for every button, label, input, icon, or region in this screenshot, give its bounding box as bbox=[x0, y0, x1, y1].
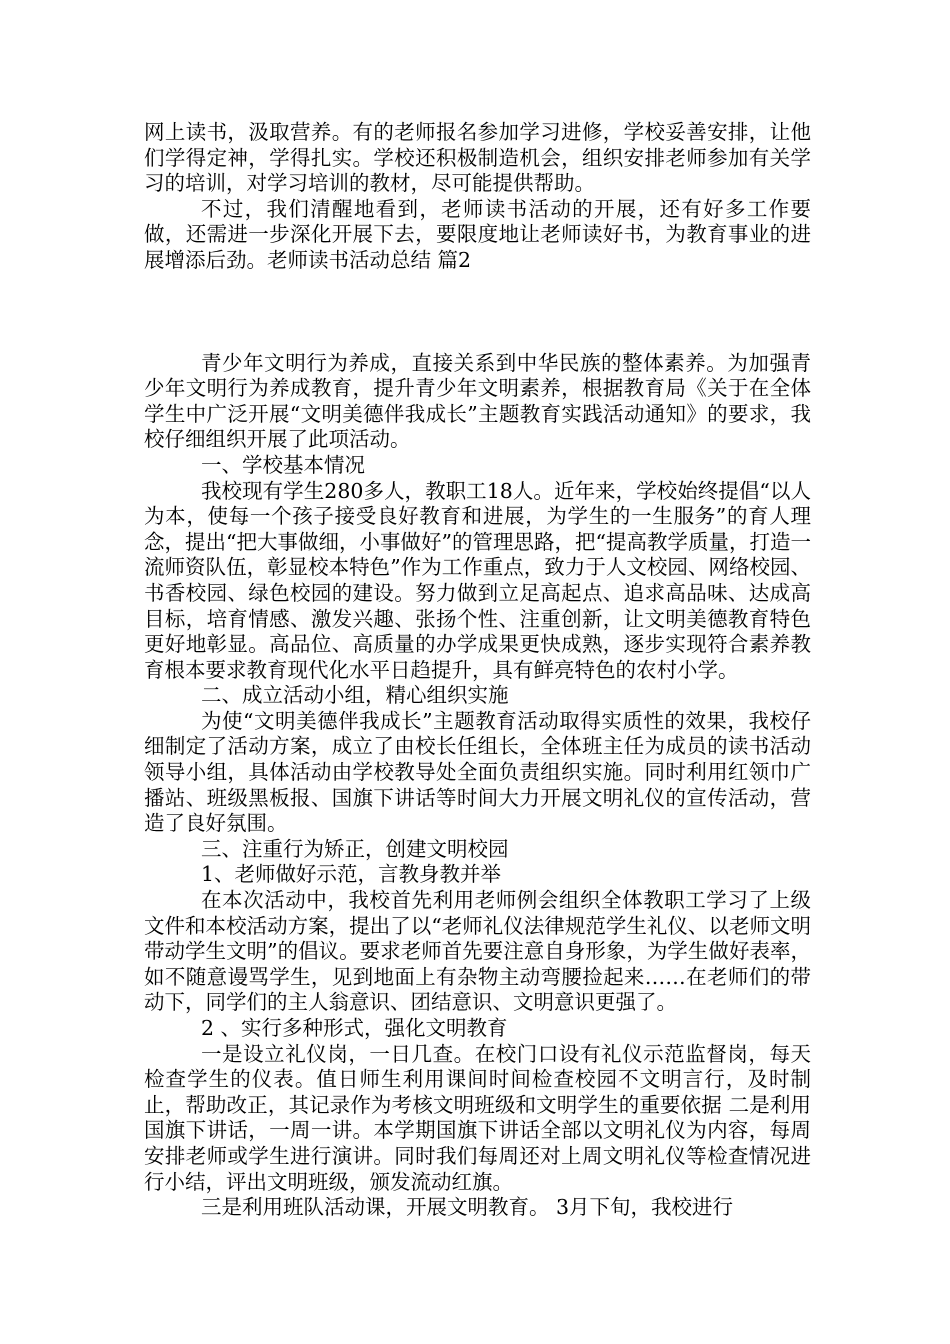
heading-activity-group: 二、成立活动小组，精心组织实施 bbox=[201, 683, 509, 708]
section-gap bbox=[144, 274, 811, 351]
paragraph-civilization-intro: 青少年文明行为养成，直接关系到中华民族的整体素养。为加强青少年文明行为养成教育，提升青少年文明素养，根据教育局《关于在全体学生中广泛开展“文明美德伴我成长”主题教育实践活动通知》的要求，我校仔细组织开展了此项活动。 bbox=[144, 350, 811, 452]
document-body bbox=[144, 120, 811, 1221]
paragraph-etiquette-post: 一是设立礼仪岗，一日几查。在校门口设有礼仪示范监督岗，每天检查学生的仪表。值日师生利用课间时间检查校园不文明言行，及时制止，帮助改正，其记录作为考核文明班级和文明学生的重要依据 二是利用国旗下讲话，一周一讲。本学期国旗下讲话全部以文明礼仪为内容，每周安排老师或学生进行演讲。同时我们每周还对上周文明礼仪等检查情况进行小结，评出文明班级，颁发流动红旗。 bbox=[144, 1041, 811, 1194]
paragraph-teacher-example: 在本次活动中，我校首先利用老师例会组织全体教职工学习了上级文件和本校活动方案，提出了以“老师礼仪法律规范学生礼仪、以老师文明带动学生文明”的倡议。要求老师首先要注意自身形象，为学生做好表率，如不随意谩骂学生，见到地面上有杂物主动弯腰捡起来……在老师们的带动下，同学们的主人翁意识、团结意识、文明意识更强了。 bbox=[144, 888, 811, 1015]
paragraph-class-activities: 三是利用班队活动课，开展文明教育。 3月下旬，我校进行 bbox=[201, 1195, 734, 1220]
paragraph-continued-reading: 网上读书，汲取营养。有的老师报名参加学习进修，学校妥善安排，让他们学得定神，学得扎实。学校还积极制造机会，组织安排老师参加有关学习的培训，对学习培训的教材，尽可能提供帮助。 bbox=[144, 120, 811, 196]
paragraph-reading-summary-end: 不过，我们清醒地看到，老师读书活动的开展，还有好多工作要做，还需进一步深化开展下去，要限度地让老师读好书，为教育事业的进展增添后劲。老师读书活动总结 篇2 bbox=[144, 196, 811, 272]
heading-school-basics: 一、学校基本情况 bbox=[201, 452, 365, 477]
paragraph-activity-group: 为使“文明美德伴我成长”主题教育活动取得实质性的效果，我校仔细制定了活动方案，成立了由校长任组长，全体班主任为成员的读书活动领导小组，具体活动由学校教导处全面负责组织实施。同时利用红领巾广播站、班级黑板报、国旗下讲话等时间大力开展文明礼仪的宣传活动，营造了良好氛围。 bbox=[144, 708, 811, 836]
subheading-teacher-example: 1、老师做好示范，言教身教并举 bbox=[201, 862, 502, 887]
subheading-multiple-forms: 2 、实行多种形式，强化文明教育 bbox=[201, 1016, 508, 1040]
heading-behavior-correction: 三、注重行为矫正，创建文明校园 bbox=[201, 836, 509, 861]
paragraph-school-basics: 我校现有学生280多人，教职工18人。近年来，学校始终提倡“以人为本，使每一个孩子接受良好教育和进展，为学生的一生服务”的育人理念，提出“把大事做细，小事做好”的管理思路，把“提高教学质量，打造一流师资队伍，彰显校本特色”作为工作重点，致力于人文校园、网络校园、书香校园、绿色校园的建设。努力做到立足高起点、追求高品味、达成高目标，培育情感、激发兴趣、张扬个性、注重创新，让文明美德教育特色更好地彰显。高品位、高质量的办学成果更快成熟，逐步实现符合素养教育根本要求教育现代化水平日趋提升，具有鲜亮特色的农村小学。 bbox=[144, 478, 811, 682]
